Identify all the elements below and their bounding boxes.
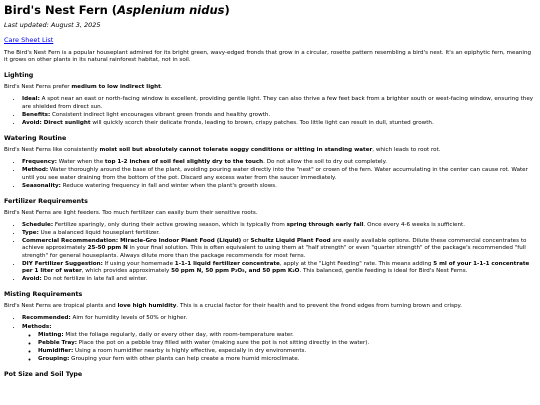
list-item: • Methods: ◦ Misting: Mist the foliage regularly, daily or every other day, with room-temperature water. ◦ Pebble Tray: Place the pot on a pebble tray filled with water (making sure the pot is not sitting directly in the water). ◦ Humidifier: Using a room humidifier nearby is highly effective, especially in dry environments. ◦ Grouping: Grouping your fern with other plants can help create a more humid microclimate. — [22, 324, 536, 364]
list-item: • Benefits: Consistent indirect light encourages vibrant green fronds and healthy growth. — [22, 112, 536, 119]
list-item: ◦ Pebble Tray: Place the pot on a pebble tray filled with water (making sure the pot is not sitting directly in the water). — [38, 340, 536, 347]
methods-sublist — [22, 332, 536, 364]
misting-intro: Bird's Nest Ferns are tropical plants and love high humidity. This is a crucial factor for their health and to prevent the frond edges from turning brown and crispy. — [4, 303, 462, 310]
list-item: • DIY Fertilizer Suggestion: If using your homemade 1-1-1 liquid fertilizer concentrate, apply at the "Light Feeding" rate. This means adding 5 ml of your 1-1-1 concentrate per 1 liter of water, which provides approximately 50 ppm N, 50 ppm P₂O₅, and 50 ppm K₂O. This balanced, gentle feeding is ideal for Bird's Nest Ferns. — [22, 261, 536, 275]
fertilizer-heading: Fertilizer Requirements — [4, 197, 88, 205]
intro-paragraph: The Bird's Nest Fern is a popular houseplant admired for its bright green, wavy-edged fronds that grow in a circular, rosette pattern resembling a bird's nest. It's an epiphytic fern, meaning it grows on other plants in its natural rainforest habitat, not in soil. — [4, 49, 532, 63]
list-item: ◦ Grouping: Grouping your fern with other plants can help create a more humid microclimate. — [38, 356, 536, 363]
lighting-list — [4, 96, 536, 127]
pot-heading: Pot Size and Soil Type — [4, 371, 83, 379]
list-item: • Frequency: Water when the top 1-2 inches of soil feel slightly dry to the touch. Do not allow the soil to dry out completely. — [22, 159, 536, 166]
lighting-heading: Lighting — [4, 72, 34, 80]
list-item: • Recommended: Aim for humidity levels of 50% or higher. — [22, 315, 536, 322]
care-sheet-list-link[interactable]: Care Sheet List — [4, 35, 54, 44]
list-item: • Method: Water thoroughly around the base of the plant, avoiding pouring water directly into the "nest" or crown of the fern. Water accumulating in the center can cause rot. Water until you see water draining from the bottom of the pot. Discard any excess water from the saucer immediately. — [22, 167, 536, 181]
list-item: ◦ Misting: Mist the foliage regularly, daily or every other day, with room-temperature water. — [38, 332, 536, 339]
misting-list — [4, 315, 536, 363]
list-item: ◦ Humidifier: Using a room humidifier nearby is highly effective, especially in dry environments. — [38, 348, 536, 355]
list-item: • Avoid: Do not fertilize in late fall and winter. — [22, 276, 536, 283]
page-title: Bird's Nest Fern (Asplenium nidus) — [4, 3, 230, 17]
fertilizer-intro: Bird's Nest Ferns are light feeders. Too much fertilizer can easily burn their sensitive roots. — [4, 209, 258, 216]
list-item: • Seasonality: Reduce watering frequency in fall and winter when the plant's growth slows. — [22, 183, 536, 190]
lighting-intro: Bird's Nest Ferns prefer medium to low indirect light. — [4, 84, 163, 91]
watering-intro: Bird's Nest Ferns like consistently moist soil but absolutely cannot tolerate soggy conditions or sitting in standing water, which leads to root rot. — [4, 147, 441, 154]
list-item: • Commercial Recommendation: Miracle-Gro Indoor Plant Food (Liquid) or Schultz Liquid Plant Food are easily available options. Dilute these commercial concentrates to achieve approximately 25-50 ppm N in your final solution. This is often equivalent to using them at "half strength" or even "quarter strength" of the package's recommended "full strength" for general houseplants. Always dilute more than the package recommends for most ferns. — [22, 238, 536, 259]
list-item: • Schedule: Fertilize sparingly, only during their active growing season, which is typically from spring through early fall. Once every 4-6 weeks is sufficient. — [22, 222, 536, 229]
list-item: • Type: Use a balanced liquid houseplant fertilizer. — [22, 230, 536, 237]
watering-heading: Watering Routine — [4, 134, 67, 142]
fertilizer-list — [4, 222, 536, 283]
last-updated: Last updated: August 3, 2025 — [4, 21, 101, 30]
watering-list — [4, 159, 536, 190]
list-item: • Ideal: A spot near an east or north-facing window is excellent, providing gentle light. They can also thrive a few feet back from a brighter south or west-facing window, ensuring they are shielded from direct sun. — [22, 96, 536, 110]
list-item: • Avoid: Direct sunlight will quickly scorch their delicate fronds, leading to brown, crispy patches. Too little light can result in dull, stunted growth. — [22, 120, 536, 127]
misting-heading: Misting Requirements — [4, 291, 83, 299]
